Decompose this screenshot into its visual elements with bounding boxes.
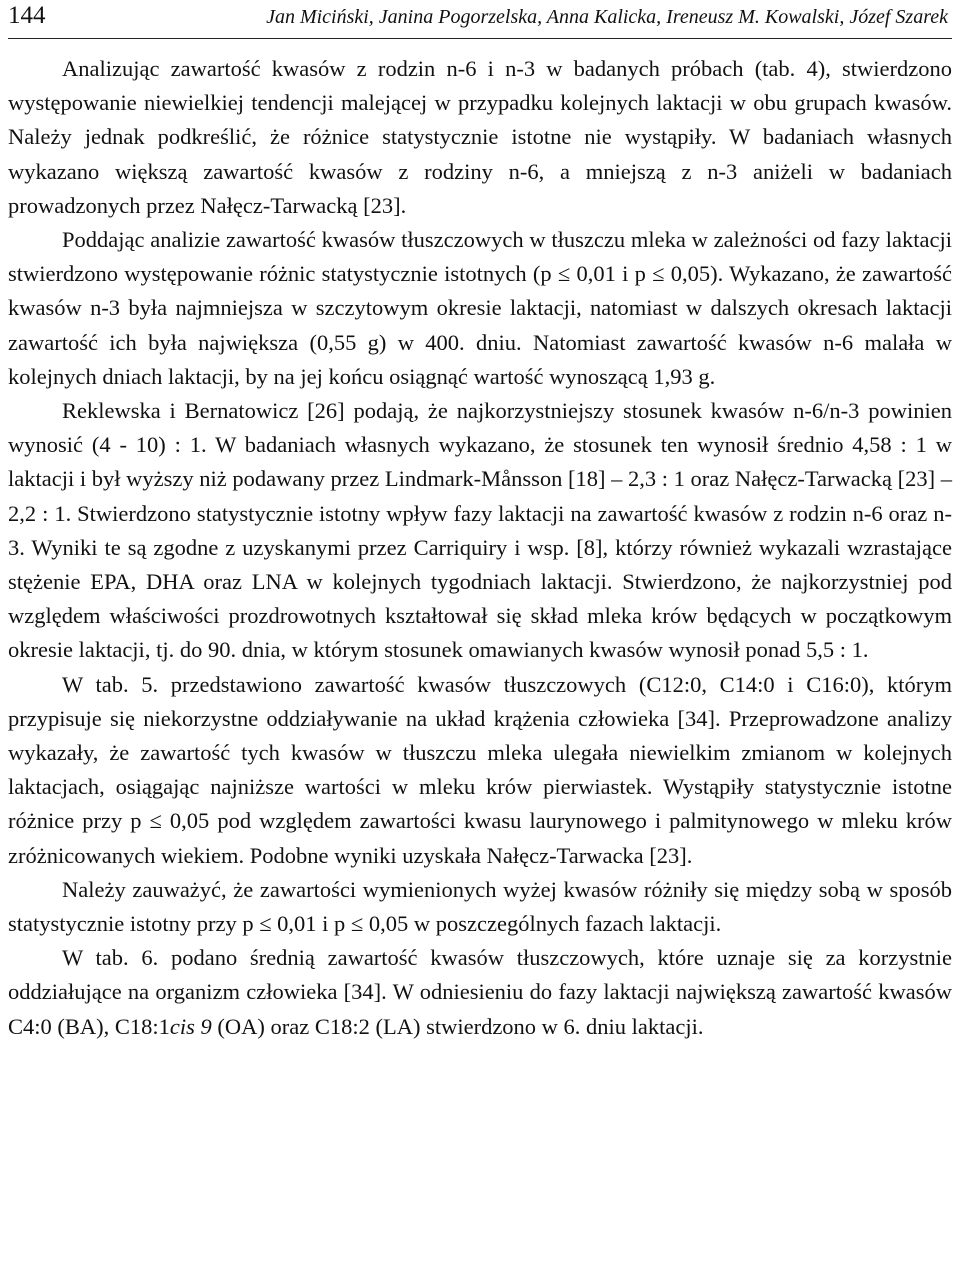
paragraph-text: (OA) oraz C18:2 (LA) stwierdzono w 6. dniu laktacji.	[211, 1013, 704, 1039]
page-number: 144	[8, 2, 46, 29]
paragraph: Analizując zawartość kwasów z rodzin n-6 i n-3 w badanych próbach (tab. 4), stwierdzono występowanie niewielkiej tendencji malejącej w przypadku kolejnych laktacji w obu grupach kwasów. Należy jednak podkreślić, że różnice statystycznie istotne nie wystąpiły. W badaniach własnych wykazano większą zawartość kwasów z rodziny n-6, a mniejszą z n-3 aniżeli w badaniach prowadzonych przez Nałęcz-Tarwacką [23].	[8, 56, 952, 218]
paragraph: Poddając analizie zawartość kwasów tłuszczowych w tłuszczu mleka w zależności od fazy laktacji stwierdzono występowanie różnic statystycznie istotnych (p ≤ 0,01 i p ≤ 0,05). Wykazano, że zawartość kwasów n-3 była najmniejsza w szczytowym okresie laktacji, natomiast w dalszych okresach laktacji zawartość ich była największa (0,55 g) w 400. dniu. Natomiast zawartość kwasów n-6 malała w kolejnych dniach laktacji, by na jej końcu osiągnąć wartość wynoszącą 1,93 g.	[8, 227, 952, 389]
paragraph: W tab. 5. przedstawiono zawartość kwasów tłuszczowych (C12:0, C14:0 i C16:0), którym przypisuje się niekorzystne oddziaływanie na układ krążenia człowieka [34]. Przeprowadzone analizy wykazały, że zawartość tych kwasów w tłuszczu mleka ulegała niewielkim zmianom w kolejnych laktacjach, osiągając najniższe wartości w mleku krów pierwiastek. Wystąpiły statystycznie istotne różnice przy p ≤ 0,05 pod względem zawartości kwasu laurynowego i palmitynowego w mleku krów zróżnicowanych wiekiem. Podobne wyniki uzyskała Nałęcz-Tarwacka [23].	[8, 671, 952, 868]
article-body	[8, 52, 952, 1044]
paragraph	[8, 941, 952, 1044]
italic-term: cis 9	[169, 1013, 212, 1039]
running-header	[8, 0, 952, 39]
running-header-authors: Jan Miciński, Janina Pogorzelska, Anna Kalicka, Ireneusz M. Kowalski, Józef Szarek	[266, 6, 948, 28]
paragraph-text: W tab. 6. podano średnią zawartość kwasów tłuszczowych, które uznaje się za korzystnie oddziałujące na organizm człowieka [34]. W odniesieniu do fazy laktacji największą zawartość kwasów C4:0 (BA), C18:1	[8, 945, 952, 1039]
paragraph: Reklewska i Bernatowicz [26] podają, że najkorzystniejszy stosunek kwasów n-6/n-3 powinien wynosić (4 - 10) : 1. W badaniach własnych wykazano, że stosunek ten wynosił średnio 4,58 : 1 w laktacji i był wyższy niż podawany przez Lindmark-Månsson [18] – 2,3 : 1 oraz Nałęcz-Tarwacką [23] – 2,2 : 1. Stwierdzono statystycznie istotny wpływ fazy laktacji na zawartość kwasów z rodzin n-6 oraz n-3. Wyniki te są zgodne z uzyskanymi przez Carriquiry i wsp. [8], którzy również wykazali wzrastające stężenie EPA, DHA oraz LNA w kolejnych tygodniach laktacji. Stwierdzono, że najkorzystniej pod względem właściwości prozdrowotnych kształtował się skład mleka krów będących w początkowym okresie laktacji, tj. do 90. dnia, w którym stosunek omawianych kwasów wynosił ponad 5,5 : 1.	[8, 398, 952, 663]
paragraph: Należy zauważyć, że zawartości wymienionych wyżej kwasów różniły się między sobą w sposób statystycznie istotny przy p ≤ 0,01 i p ≤ 0,05 w poszczególnych fazach laktacji.	[8, 876, 952, 937]
